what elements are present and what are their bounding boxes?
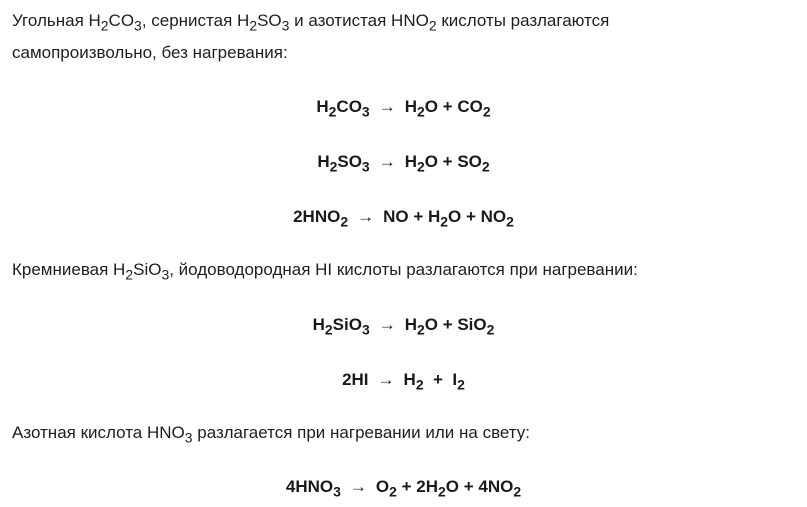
text-run: 2HI: [342, 370, 369, 389]
equation-products: [383, 207, 514, 230]
equation-nitrous-acid: [0, 202, 807, 232]
text-run: H: [316, 97, 329, 116]
subscript: 3: [333, 483, 341, 500]
text-run: , йодоводородная HI кислоты разлагаются при нагревании:: [169, 260, 638, 279]
subscript: 2: [416, 158, 425, 175]
subscript: 2: [100, 17, 109, 34]
subscript: 2: [486, 321, 495, 338]
equation-sulfurous-acid: [0, 147, 807, 177]
text-run: + I: [423, 370, 458, 389]
text-run: O: [375, 477, 390, 496]
text-run: + 2H: [396, 477, 438, 496]
subscript: 2: [329, 158, 338, 175]
paragraph-spontaneous-continuation: [12, 38, 288, 68]
subscript: 3: [361, 321, 370, 338]
subscript: 2: [513, 483, 522, 500]
text-run: и азотистая HNO: [289, 11, 429, 30]
text-run: H: [404, 152, 417, 171]
subscript: 3: [161, 266, 170, 283]
subscript: 2: [457, 376, 465, 393]
text-run: SiO: [133, 260, 162, 279]
text-run: NO + H: [383, 207, 441, 226]
equation-hydroiodic-acid: [0, 365, 807, 395]
text-run: H: [404, 97, 417, 116]
equation-reactants: [342, 370, 368, 389]
paragraph-nitric-acid: [12, 418, 530, 448]
text-run: SiO: [332, 315, 362, 334]
equation-products: [403, 370, 465, 393]
equation-carbonic-acid: [0, 92, 807, 122]
text-run: Угольная H: [12, 11, 101, 30]
text-run: H: [317, 152, 330, 171]
text-run: O + SO: [424, 152, 482, 171]
text-run: O + 4NO: [445, 477, 514, 496]
text-run: Азотная кислота HNO: [12, 423, 185, 442]
text-run: H: [312, 315, 325, 334]
text-run: H: [403, 370, 416, 389]
equation-reactants: [316, 97, 370, 120]
text-run: O + NO: [448, 207, 507, 226]
paragraph-carbonic-sulfurous-nitrous: [12, 6, 609, 36]
equation-nitric-acid: [0, 472, 807, 502]
subscript: 2: [416, 321, 425, 338]
subscript: 2: [340, 213, 349, 230]
text-run: Кремниевая H: [12, 260, 126, 279]
equation-reactants: [293, 207, 349, 230]
subscript: 2: [440, 213, 449, 230]
text-run: самопроизвольно, без нагревания:: [12, 43, 288, 62]
subscript: 3: [361, 158, 370, 175]
subscript: 2: [415, 376, 424, 393]
subscript: 3: [134, 17, 142, 34]
subscript: 2: [506, 213, 514, 230]
subscript: 2: [416, 103, 425, 120]
reaction-arrow-icon: →: [377, 370, 395, 389]
text-run: SO: [337, 152, 362, 171]
text-run: кислоты разлагаются: [436, 11, 610, 30]
subscript: 3: [184, 429, 193, 446]
subscript: 2: [428, 17, 437, 34]
paragraph-silicic-hydroiodic: [12, 255, 638, 285]
subscript: 2: [328, 103, 337, 120]
text-run: разлагается при нагревании или на свету:: [192, 423, 531, 442]
text-run: O + CO: [424, 97, 483, 116]
text-run: 2HNO: [293, 207, 341, 226]
subscript: 2: [481, 158, 490, 175]
equation-products: [404, 152, 490, 175]
subscript: 2: [438, 483, 446, 500]
subscript: 2: [324, 321, 333, 338]
reaction-arrow-icon: →: [357, 207, 375, 226]
text-run: 4HNO: [285, 477, 334, 496]
reaction-arrow-icon: →: [378, 97, 396, 116]
equation-silicic-acid: [0, 310, 807, 340]
subscript: 2: [389, 483, 397, 500]
equation-reactants: [285, 477, 341, 500]
subscript: 2: [482, 103, 491, 120]
text-run: H: [404, 315, 417, 334]
equation-reactants: [312, 315, 370, 338]
text-run: SO: [257, 11, 282, 30]
reaction-arrow-icon: →: [378, 152, 396, 171]
subscript: 2: [125, 266, 134, 283]
equation-reactants: [317, 152, 370, 175]
subscript: 2: [249, 17, 258, 34]
equation-products: [375, 477, 522, 500]
equation-products: [404, 97, 491, 120]
text-run: CO: [108, 11, 135, 30]
text-run: CO: [336, 97, 362, 116]
reaction-arrow-icon: →: [378, 315, 396, 334]
equation-products: [404, 315, 495, 338]
reaction-arrow-icon: →: [349, 477, 367, 496]
text-run: , сернистая H: [141, 11, 250, 30]
subscript: 3: [361, 103, 370, 120]
subscript: 3: [281, 17, 290, 34]
text-run: O + SiO: [424, 315, 487, 334]
